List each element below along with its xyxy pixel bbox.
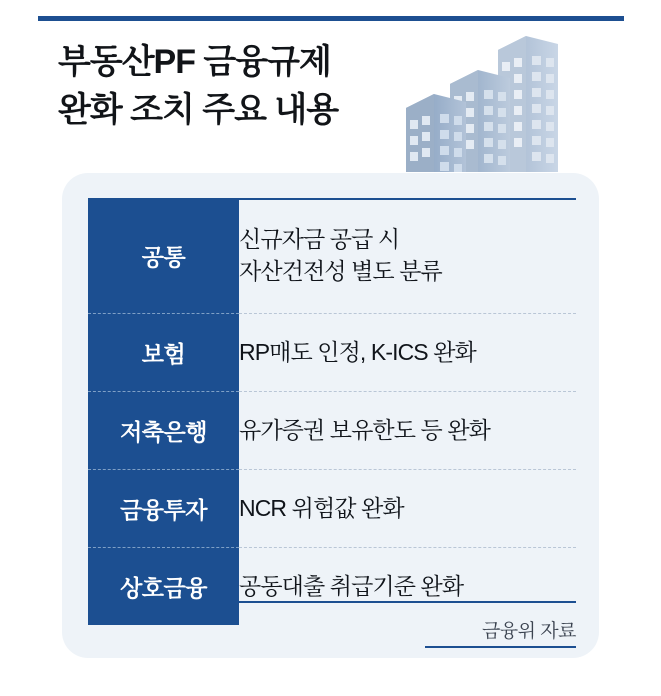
row-label-mutual-finance: 상호금융: [88, 548, 239, 626]
table-row: [88, 470, 576, 548]
row-label-insurance: 보험: [88, 314, 239, 392]
row-value-financial-investment: NCR 위험값 완화: [239, 470, 576, 548]
table-row: [88, 548, 576, 626]
row-value-common-line1: 신규자금 공급 시: [239, 226, 400, 252]
measures-table: [88, 198, 576, 625]
top-rule-divider: [38, 16, 624, 21]
row-value-common-line2: 자산건전성 별도 분류: [239, 257, 442, 284]
title-line-1: 부동산PF 금융규제: [58, 43, 331, 81]
row-label-financial-investment: 금융투자: [88, 470, 239, 548]
measures-table-wrapper: [88, 198, 576, 603]
table-row: [88, 392, 576, 470]
table-bottom-rule: [239, 601, 576, 603]
row-value-common: [239, 198, 576, 314]
apartment-buildings-icon: [398, 22, 568, 172]
row-value-insurance: RP매도 인정, K-ICS 완화: [239, 314, 576, 392]
row-value-mutual-finance: 공동대출 취급기준 완화: [239, 548, 576, 626]
source-underline: [425, 646, 576, 648]
table-top-rule: [239, 198, 576, 200]
row-label-savings-bank: 저축은행: [88, 392, 239, 470]
table-row: [88, 198, 576, 314]
title-line-2: 완화 조치 주요 내용: [58, 91, 339, 130]
row-label-common: 공통: [88, 198, 239, 314]
source-label: 금융위 자료: [481, 621, 576, 642]
row-value-savings-bank: 유가증권 보유한도 등 완화: [239, 392, 576, 470]
table-row: [88, 314, 576, 392]
